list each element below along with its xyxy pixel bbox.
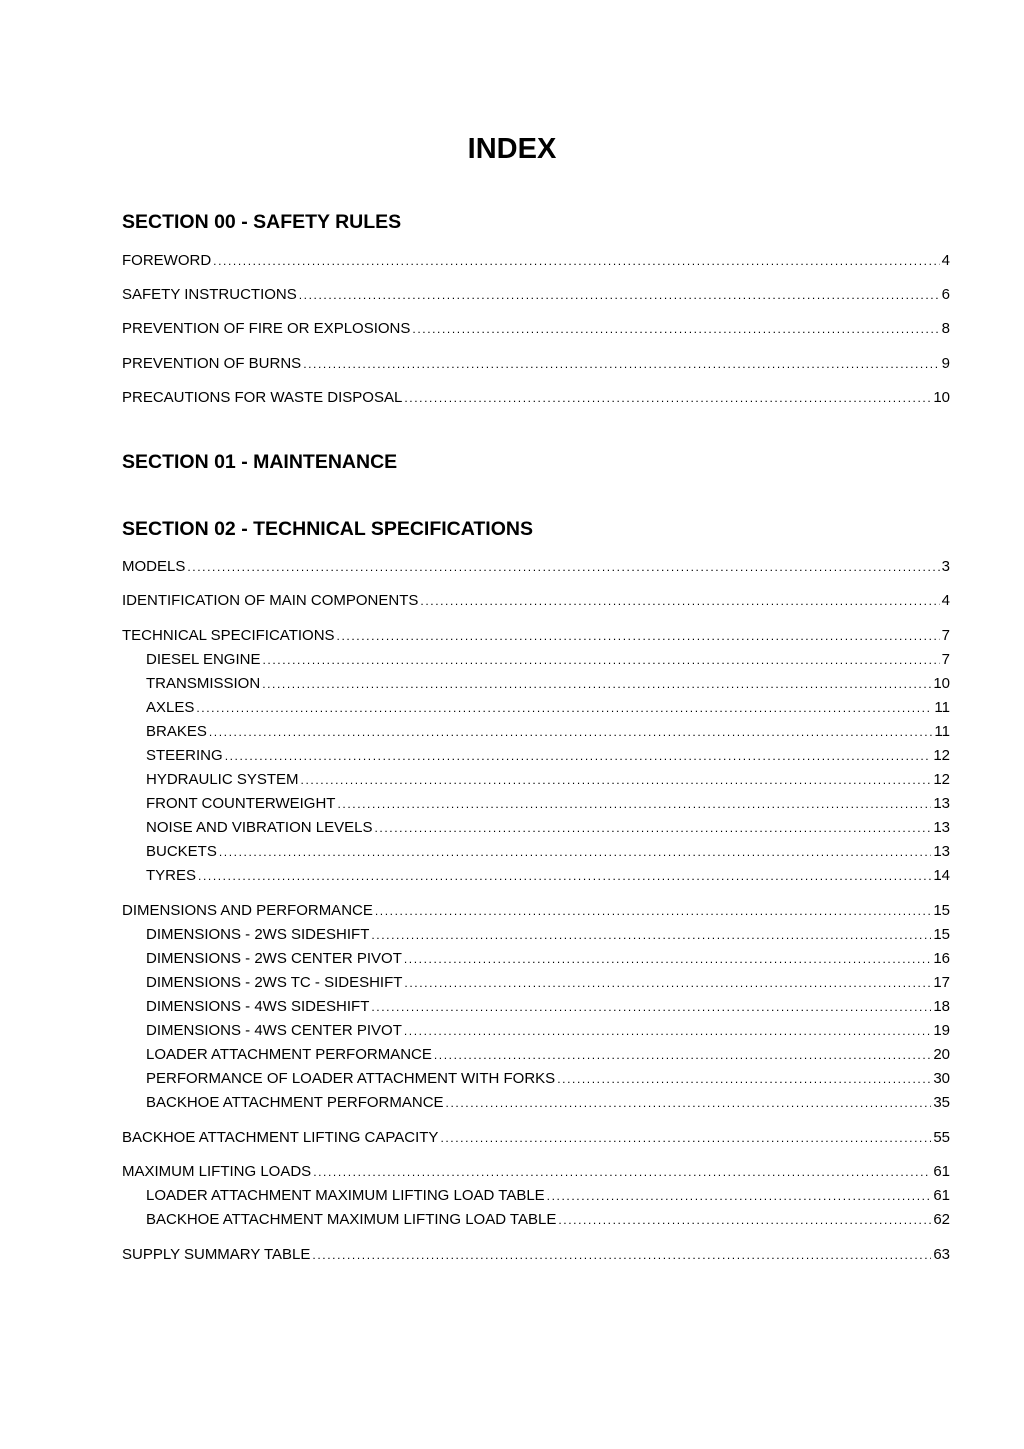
toc-entry-technical-specifications[interactable] <box>122 626 950 646</box>
toc-entry-page: 35 <box>933 1094 950 1111</box>
toc-entry-foreword[interactable] <box>122 251 950 271</box>
section-heading-maintenance: SECTION 01 - MAINTENANCE <box>122 451 398 473</box>
toc-entry-label: BUCKETS <box>146 843 217 860</box>
dot-leader <box>557 1069 931 1089</box>
page-title: INDEX <box>467 133 557 165</box>
toc-entry-page: 8 <box>941 320 950 337</box>
dot-leader <box>404 949 931 969</box>
toc-entry-label: PREVENTION OF FIRE OR EXPLOSIONS <box>122 320 411 337</box>
toc-entry-page: 4 <box>941 252 950 269</box>
dot-leader <box>404 1021 931 1041</box>
toc-entry-page: 19 <box>933 1022 950 1039</box>
toc-entry-label: TECHNICAL SPECIFICATIONS <box>122 627 335 644</box>
toc-entry-page: 61 <box>933 1187 950 1204</box>
toc-entry-page: 9 <box>941 355 950 372</box>
toc-entry-loader-max-load-table[interactable] <box>146 1186 950 1206</box>
toc-entry-page: 14 <box>933 867 950 884</box>
toc-entry-label: PREVENTION OF BURNS <box>122 355 302 372</box>
toc-entry-label: MAXIMUM LIFTING LOADS <box>122 1163 312 1180</box>
toc-entry-page: 15 <box>933 926 950 943</box>
toc-entry-page: 63 <box>933 1246 950 1263</box>
dot-leader <box>187 557 939 577</box>
toc-entry-page: 17 <box>933 974 950 991</box>
dot-leader <box>558 1210 931 1230</box>
toc-entry-page: 3 <box>941 558 950 575</box>
toc-entry-page: 18 <box>933 998 950 1015</box>
toc-entry-label: SUPPLY SUMMARY TABLE <box>122 1246 311 1263</box>
dot-leader <box>262 674 931 694</box>
toc-entry-label: DIESEL ENGINE <box>146 651 261 668</box>
dot-leader <box>547 1186 932 1206</box>
toc-entry-label: DIMENSIONS - 2WS SIDESHIFT <box>146 926 370 943</box>
dot-leader <box>209 722 933 742</box>
dot-leader <box>213 251 939 271</box>
toc-entry-label: TYRES <box>146 867 197 884</box>
dot-leader <box>299 285 940 305</box>
toc-entry-steering[interactable] <box>146 746 950 766</box>
toc-entry-page: 10 <box>933 675 950 692</box>
toc-entry-buckets[interactable] <box>146 842 950 862</box>
toc-entry-label: BACKHOE ATTACHMENT PERFORMANCE <box>146 1094 444 1111</box>
toc-entry-label: TRANSMISSION <box>146 675 261 692</box>
toc-entry-page: 62 <box>933 1211 950 1228</box>
toc-entry-label: LOADER ATTACHMENT MAXIMUM LIFTING LOAD TABLE <box>146 1187 545 1204</box>
toc-entry-page: 6 <box>941 286 950 303</box>
toc-entry-maximum-lifting-loads[interactable] <box>122 1162 950 1182</box>
dot-leader <box>313 1162 931 1182</box>
toc-entry-front-counterweight[interactable] <box>146 794 950 814</box>
toc-entry-page: 30 <box>933 1070 950 1087</box>
toc-entry-page: 10 <box>933 389 950 406</box>
dot-leader <box>374 818 931 838</box>
toc-entry-page: 15 <box>933 902 950 919</box>
toc-entry-axles[interactable] <box>146 698 950 718</box>
section-heading-technical-specifications: SECTION 02 - TECHNICAL SPECIFICATIONS <box>122 518 533 540</box>
toc-entry-label: DIMENSIONS - 4WS SIDESHIFT <box>146 998 370 1015</box>
dot-leader <box>404 973 931 993</box>
toc-entry-label: FOREWORD <box>122 252 212 269</box>
toc-entry-safety-instructions[interactable] <box>122 285 950 305</box>
toc-entry-page: 4 <box>941 592 950 609</box>
toc-entry-loader-forks-performance[interactable] <box>146 1069 950 1089</box>
toc-entry-label: SAFETY INSTRUCTIONS <box>122 286 297 303</box>
toc-entry-page: 11 <box>934 699 950 716</box>
toc-entry-page: 55 <box>933 1129 950 1146</box>
toc-entry-label: DIMENSIONS - 4WS CENTER PIVOT <box>146 1022 402 1039</box>
toc-entry-noise-vibration[interactable] <box>146 818 950 838</box>
toc-entry-page: 11 <box>934 723 950 740</box>
toc-entry-page: 61 <box>933 1163 950 1180</box>
dot-leader <box>198 866 931 886</box>
dot-leader <box>412 319 939 339</box>
toc-entry-hydraulic-system[interactable] <box>146 770 950 790</box>
toc-entry-label: DIMENSIONS AND PERFORMANCE <box>122 902 373 919</box>
toc-entry-dim-2ws-sideshift[interactable] <box>146 925 950 945</box>
toc-entry-dimensions-performance[interactable] <box>122 901 950 921</box>
toc-entry-dim-2ws-center-pivot[interactable] <box>146 949 950 969</box>
toc-entry-label: AXLES <box>146 699 195 716</box>
toc-entry-dim-4ws-sideshift[interactable] <box>146 997 950 1017</box>
toc-entry-page: 20 <box>933 1046 950 1063</box>
dot-leader <box>219 842 931 862</box>
toc-entry-page: 12 <box>933 747 950 764</box>
dot-leader <box>434 1045 931 1065</box>
toc-entry-page: 7 <box>941 627 950 644</box>
toc-entry-label: DIMENSIONS - 2WS CENTER PIVOT <box>146 950 402 967</box>
toc-entry-label: IDENTIFICATION OF MAIN COMPONENTS <box>122 592 419 609</box>
dot-leader <box>262 650 939 670</box>
toc-entry-label: BRAKES <box>146 723 207 740</box>
toc-entry-page: 12 <box>933 771 950 788</box>
toc-entry-waste-disposal[interactable] <box>122 388 950 408</box>
toc-entry-prevention-fire[interactable] <box>122 319 950 339</box>
dot-leader <box>371 997 931 1017</box>
dot-leader <box>337 794 931 814</box>
toc-entry-label: PRECAUTIONS FOR WASTE DISPOSAL <box>122 389 403 406</box>
toc-entry-page: 7 <box>941 651 950 668</box>
dot-leader <box>301 770 932 790</box>
toc-entry-tyres[interactable] <box>146 866 950 886</box>
toc-entry-page: 13 <box>933 843 950 860</box>
toc-entry-identification[interactable] <box>122 591 950 611</box>
toc-entry-models[interactable] <box>122 557 950 577</box>
dot-leader <box>404 388 931 408</box>
toc-entry-label: DIMENSIONS - 2WS TC - SIDESHIFT <box>146 974 403 991</box>
toc-entry-page: 13 <box>933 819 950 836</box>
toc-entry-backhoe-max-load-table[interactable] <box>146 1210 950 1230</box>
dot-leader <box>225 746 932 766</box>
toc-entry-label: MODELS <box>122 558 186 575</box>
section-heading-safety-rules: SECTION 00 - SAFETY RULES <box>122 211 402 233</box>
toc-entry-label: BACKHOE ATTACHMENT MAXIMUM LIFTING LOAD TABLE <box>146 1211 557 1228</box>
dot-leader <box>196 698 932 718</box>
toc-entry-backhoe-lifting-capacity[interactable] <box>122 1128 950 1148</box>
dot-leader <box>440 1128 931 1148</box>
toc-entry-transmission[interactable] <box>146 674 950 694</box>
toc-entry-backhoe-performance[interactable] <box>146 1093 950 1113</box>
toc-entry-label: NOISE AND VIBRATION LEVELS <box>146 819 373 836</box>
toc-entry-label: FRONT COUNTERWEIGHT <box>146 795 336 812</box>
toc-entry-label: PERFORMANCE OF LOADER ATTACHMENT WITH FORKS <box>146 1070 556 1087</box>
toc-entry-loader-performance[interactable] <box>146 1045 950 1065</box>
toc-entry-page: 16 <box>933 950 950 967</box>
toc-entry-diesel-engine[interactable] <box>146 650 950 670</box>
toc-entry-label: STEERING <box>146 747 223 764</box>
dot-leader <box>337 626 940 646</box>
toc-entry-dim-2ws-tc-sideshift[interactable] <box>146 973 950 993</box>
toc-entry-supply-summary[interactable] <box>122 1245 950 1265</box>
dot-leader <box>446 1093 932 1113</box>
toc-entry-label: LOADER ATTACHMENT PERFORMANCE <box>146 1046 432 1063</box>
toc-entry-label: HYDRAULIC SYSTEM <box>146 771 299 788</box>
toc-entry-page: 13 <box>933 795 950 812</box>
toc-entry-label: BACKHOE ATTACHMENT LIFTING CAPACITY <box>122 1129 439 1146</box>
dot-leader <box>312 1245 931 1265</box>
dot-leader <box>371 925 931 945</box>
toc-entry-brakes[interactable] <box>146 722 950 742</box>
dot-leader <box>375 901 931 921</box>
toc-entry-prevention-burns[interactable] <box>122 354 950 374</box>
toc-entry-dim-4ws-center-pivot[interactable] <box>146 1021 950 1041</box>
dot-leader <box>303 354 939 374</box>
dot-leader <box>420 591 939 611</box>
